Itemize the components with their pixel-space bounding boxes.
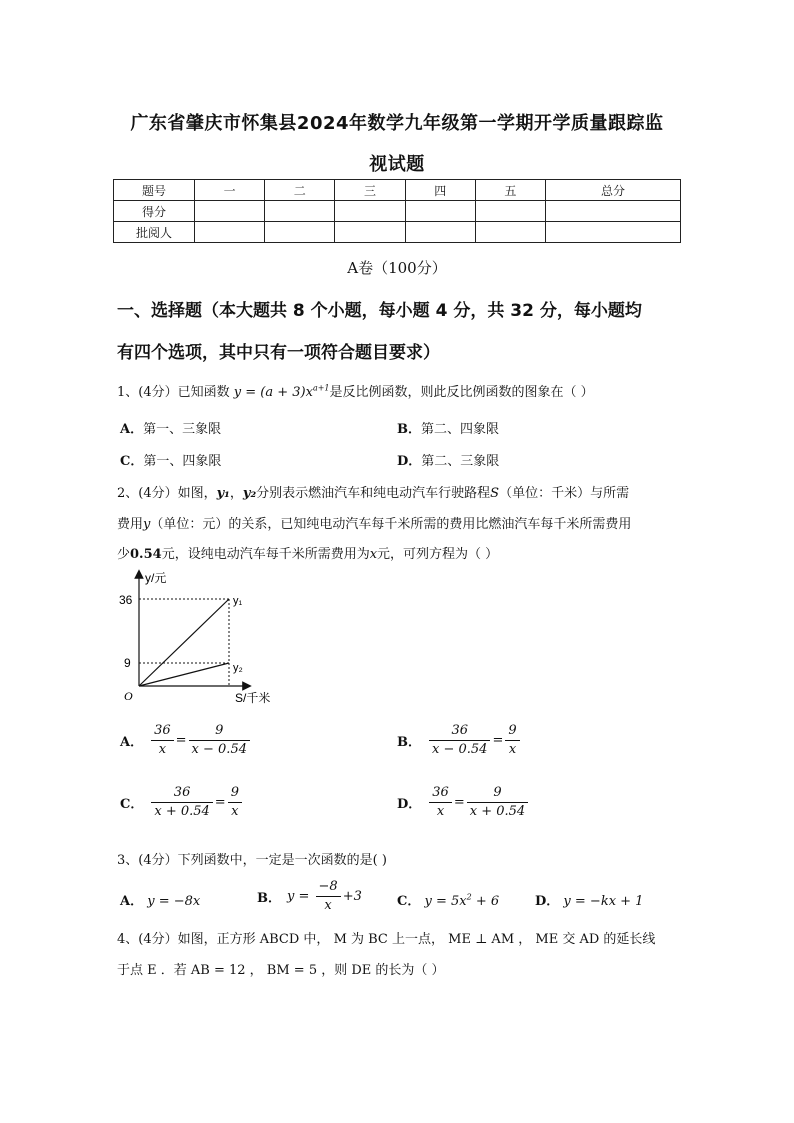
question-4-line-2: 于点 E ．若 AB = 12 ， BM = 5 ，则 DE 的长为（ ）	[117, 963, 445, 978]
q2-text: （单位：千米）与所需	[499, 486, 630, 501]
option-label: A．	[120, 422, 144, 437]
q2-y1: y₁	[216, 486, 230, 501]
q2-text: 元，可列方程为（ ）	[377, 547, 499, 562]
tick-label-36: 36	[119, 593, 133, 607]
q1-func-exponent: a+1	[312, 383, 330, 393]
line-label-y2: y₂	[233, 662, 243, 674]
option-label: A．	[120, 735, 144, 750]
score-header-cell: 四	[405, 180, 475, 201]
score-cell	[335, 201, 405, 222]
page-title-line-1: 广东省肇庆市怀集县2024年数学九年级第一学期开学质量跟踪监	[130, 113, 664, 134]
q2-option-d: D． $\frac{36}{x}$ = $\frac{9}{x + 0.54}$	[397, 784, 530, 821]
frac-denominator: x	[508, 742, 517, 757]
frac-numerator: 36	[429, 784, 452, 803]
score-header-cell: 题号	[114, 180, 195, 201]
score-cell	[546, 201, 681, 222]
question-2-line-2	[117, 513, 631, 532]
line-y1	[139, 599, 229, 686]
q1-option-a	[120, 418, 221, 437]
score-header-cell: 五	[475, 180, 545, 201]
q1-suffix: 是反比例函数，则此反比例函数的图象在（ ）	[329, 385, 594, 400]
score-cell	[405, 222, 475, 243]
x-axis-label: S/千米	[235, 691, 271, 705]
question-2-line-1	[117, 482, 629, 501]
frac-numerator: 36	[429, 722, 490, 741]
question-1-stem	[117, 381, 594, 400]
option-label: C．	[120, 454, 144, 469]
option-text: y = −8x	[147, 894, 201, 909]
option-label: C．	[120, 797, 144, 812]
option-label: D．	[535, 894, 560, 909]
option-text: 第二、三象限	[421, 454, 500, 469]
q1-func-x: x	[305, 385, 313, 400]
option-text: +3	[342, 889, 362, 904]
score-cell	[405, 201, 475, 222]
option-label: B．	[397, 735, 421, 750]
q3-option-c	[397, 890, 499, 909]
frac-denominator: x − 0.54	[191, 742, 247, 757]
origin-label: O	[124, 689, 133, 703]
q1-option-b	[397, 418, 499, 437]
score-table	[113, 179, 681, 243]
score-row-label: 批阅人	[114, 222, 195, 243]
q2-text: （单位：元）的关系，已知纯电动汽车每千米所需的费用比燃油汽车每千米所需费用	[150, 517, 632, 532]
score-cell	[265, 222, 335, 243]
frac-numerator: 36	[151, 784, 212, 803]
option-label: C．	[397, 894, 421, 909]
frac-numerator: −8	[316, 878, 341, 897]
q1-func-eq: =	[241, 385, 261, 400]
frac-denominator: x	[436, 804, 445, 819]
option-text: y = −kx + 1	[563, 894, 644, 909]
section-heading-line-2: 有四个选项，其中只有一项符合题目要求）	[117, 343, 440, 363]
q3-option-a	[120, 890, 200, 909]
frac-denominator: x + 0.54	[154, 804, 210, 819]
score-table-header-row	[114, 180, 681, 201]
score-cell	[195, 201, 265, 222]
score-cell	[265, 201, 335, 222]
frac-numerator: 9	[189, 722, 250, 741]
frac-denominator: x + 0.54	[469, 804, 526, 819]
option-label: B．	[257, 891, 281, 906]
option-label: D．	[397, 454, 422, 469]
q2-text: 元，设纯电动汽车每千米所需费用为	[161, 547, 370, 562]
page-title-line-2: 视试题	[369, 154, 425, 175]
frac-denominator: x − 0.54	[432, 742, 488, 757]
score-cell	[195, 222, 265, 243]
q2-y-var: y	[143, 517, 151, 532]
q2-text: 分别表示燃油汽车和纯电动汽车行驶路程	[256, 486, 491, 501]
option-text: + 6	[471, 894, 500, 909]
score-header-cell: 一	[195, 180, 265, 201]
frac-denominator: x	[158, 742, 167, 757]
score-header-cell: 总分	[546, 180, 681, 201]
paper-part-heading: A卷（100分）	[347, 259, 447, 277]
frac-numerator: 9	[228, 784, 242, 803]
section-heading-line-1: 一、选择题（本大题共 8 个小题，每小题 4 分，共 32 分，每小题均	[117, 301, 642, 321]
line-label-y1: y₁	[233, 595, 243, 607]
score-table-row	[114, 201, 681, 222]
q2-x-var: x	[369, 547, 378, 562]
score-cell	[335, 222, 405, 243]
q2-y2: y₂	[242, 486, 257, 501]
option-label: A．	[120, 894, 144, 909]
q2-text: 2、(4分）如图，	[117, 486, 217, 501]
score-table-row	[114, 222, 681, 243]
tick-label-9: 9	[124, 656, 131, 670]
line-y2	[139, 663, 229, 686]
q2-graph	[112, 566, 292, 708]
y-axis-label: y/元	[145, 571, 167, 585]
q2-option-c: C． $\frac{36}{x + 0.54}$ = $\frac{9}{x}$	[120, 784, 244, 821]
q2-option-b: B． $\frac{36}{x - 0.54}$ = $\frac{9}{x}$	[397, 722, 522, 759]
q1-option-c	[120, 450, 221, 469]
score-cell	[546, 222, 681, 243]
option-text: 第一、四象限	[143, 454, 222, 469]
frac-numerator: 9	[505, 722, 519, 741]
q3-option-d	[535, 890, 643, 909]
score-header-cell: 三	[335, 180, 405, 201]
question-4-line-1: 4、(4分）如图，正方形 ABCD 中， M 为 BC 上一点， ME ⊥ AM ， ME 交 AD 的延长线	[117, 932, 656, 947]
question-3-stem: 3、(4分）下列函数中，一定是一次函数的是( )	[117, 853, 387, 868]
score-header-cell: 二	[265, 180, 335, 201]
q1-func-y: y	[233, 385, 242, 400]
q1-prefix: 1、(4分）已知函数	[117, 385, 234, 400]
frac-numerator: 36	[151, 722, 174, 741]
option-text: 第二、四象限	[421, 422, 500, 437]
question-2-line-3	[117, 543, 498, 562]
q2-number: 0.54	[130, 547, 162, 562]
q1-option-d	[397, 450, 499, 469]
option-label: B．	[397, 422, 421, 437]
frac-numerator: 9	[467, 784, 528, 803]
q3-option-b	[257, 878, 362, 915]
score-cell	[475, 222, 545, 243]
option-label: D．	[397, 797, 422, 812]
q2-option-a: A． $\frac{36}{x}$ = $\frac{9}{x - 0.54}$	[120, 722, 252, 759]
option-text: 第一、三象限	[143, 422, 222, 437]
frac-denominator: x	[324, 898, 332, 913]
q2-text: 少	[117, 547, 131, 562]
q1-func-coef: (a + 3)	[260, 385, 306, 400]
score-row-label: 得分	[114, 201, 195, 222]
exponent: 2	[466, 892, 472, 902]
q2-sep: ，	[229, 486, 243, 501]
score-cell	[475, 201, 545, 222]
frac-denominator: x	[231, 804, 239, 819]
option-text: y = 5x	[424, 894, 467, 909]
q2-text: 费用	[117, 517, 144, 532]
option-text: y =	[287, 889, 314, 904]
q2-s-var: S	[490, 486, 500, 501]
